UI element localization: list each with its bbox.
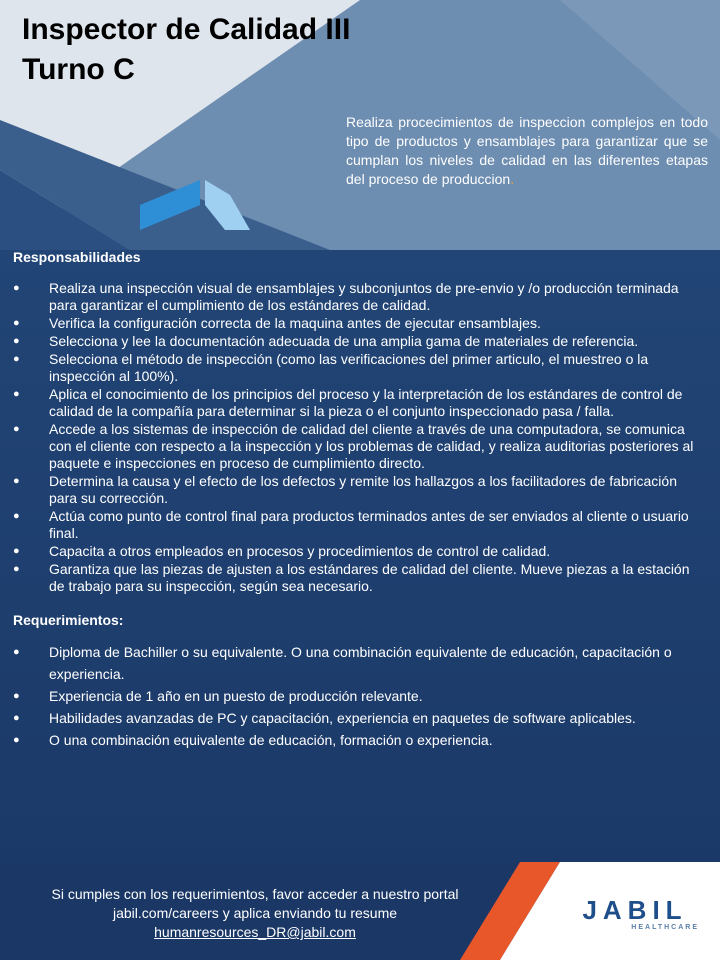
- footer-line-1: Si cumples con los requerimientos, favor acceder a nuestro portal: [51, 886, 459, 902]
- list-item: ● O una combinación equivalente de educación, formación o experiencia.: [13, 729, 703, 751]
- summary-text: Realiza procecimientos de inspeccion complejos en todo tipo de productos y ensamblajes para garantizar que se cumplan los niveles de calidad en las diferentes etapas del proceso de produccion: [346, 114, 708, 187]
- main-content: [13, 248, 703, 751]
- list-item: ● Selecciona el método de inspección (como las verificaciones del primer articulo, el muestreo o la inspección al 100%).: [13, 351, 649, 384]
- bullet-icon: ●: [13, 388, 20, 400]
- footer-contact: [0, 885, 510, 942]
- list-item: ● Selecciona y lee la documentación adecuada de una amplia gama de materiales de referencia.: [13, 333, 639, 349]
- list-item: ● Aplica el conocimiento de los principios del proceso y la interpretación de los estándares de control de calidad de la compañía para determinar si la pieza o el conjunto inspeccionado pasa / falla.: [13, 386, 683, 419]
- bullet-icon: ●: [13, 563, 20, 575]
- list-item: ● Determina la causa y el efecto de los defectos y remite los hallazgos a los facilitadores de fabricación para su corrección.: [13, 473, 677, 506]
- bullet-icon: ●: [13, 282, 20, 294]
- list-item: ● Garantiza que las piezas de ajusten a los estándares de calidad del cliente. Mueve piezas a la estación de trabajo para su inspección, según sea necesario.: [13, 561, 690, 594]
- list-item: ● Diploma de Bachiller o su equivalente. O una combinación equivalente de educación, capacitación o experiencia.: [13, 641, 703, 685]
- responsibilities-list: [13, 280, 703, 595]
- list-item: ● Capacita a otros empleados en procesos y procedimientos de control de calidad.: [13, 543, 551, 559]
- requirements-list: [13, 641, 703, 751]
- title-line-1: Inspector de Calidad III: [22, 13, 351, 46]
- job-summary: [346, 113, 708, 189]
- list-item: ● Accede a los sistemas de inspección de calidad del cliente a través de una computadora, se comunica con el cliente con respecto a la inspección y los problemas de calidad, y realiza auditorias posteriores al paquete e inspecciones en proceso de cumplimiento directo.: [13, 421, 694, 471]
- list-item: ● Realiza una inspección visual de ensamblajes y subconjuntos de pre-envio y /o producción terminada para garantizar el cumplimiento de los estándares de calidad.: [13, 280, 679, 313]
- email-link[interactable]: humanresources_DR@jabil.com: [154, 924, 356, 940]
- jabil-logo: [565, 896, 705, 931]
- bullet-icon: ●: [13, 734, 20, 746]
- bullet-icon: ●: [13, 353, 20, 365]
- bullet-icon: ●: [13, 545, 20, 557]
- bullet-icon: ●: [13, 712, 20, 724]
- page-title: [22, 10, 350, 90]
- responsibilities-heading: Responsabilidades: [13, 249, 141, 265]
- bullet-icon: ●: [13, 690, 20, 702]
- title-line-2: Turno C: [22, 53, 135, 86]
- bullet-icon: ●: [13, 646, 20, 658]
- logo-wordmark: JABIL: [582, 895, 688, 925]
- requirements-heading: Requerimientos:: [13, 612, 124, 628]
- list-item: ● Verifica la configuración correcta de la maquina antes de ejecutar ensamblajes.: [13, 315, 541, 331]
- bullet-icon: ●: [13, 475, 20, 487]
- bullet-icon: ●: [13, 335, 20, 347]
- list-item: ● Actúa como punto de control final para productos terminados antes de ser enviados al cliente o usuario final.: [13, 508, 689, 541]
- summary-period: .: [510, 171, 515, 187]
- bullet-icon: ●: [13, 423, 20, 435]
- bullet-icon: ●: [13, 317, 20, 329]
- list-item: ● Experiencia de 1 año en un puesto de producción relevante.: [13, 685, 703, 707]
- bullet-icon: ●: [13, 510, 20, 522]
- logo-tagline: HEALTHCARE: [631, 924, 699, 931]
- list-item: ● Habilidades avanzadas de PC y capacitación, experiencia en paquetes de software aplicables.: [13, 707, 703, 729]
- footer-line-2: jabil.com/careers y aplica enviando tu resume: [112, 905, 398, 921]
